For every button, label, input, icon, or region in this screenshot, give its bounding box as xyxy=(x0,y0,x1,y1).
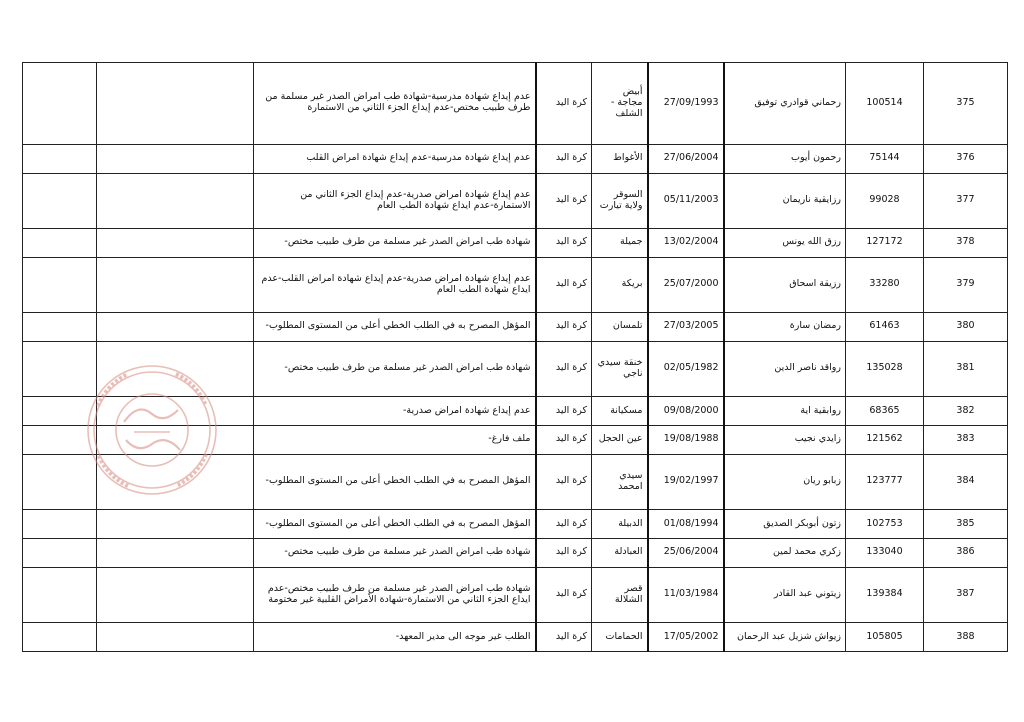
table-row xyxy=(23,228,1008,257)
table-row xyxy=(23,538,1008,567)
candidate-code: 133040 xyxy=(846,538,924,567)
empty-cell xyxy=(97,538,254,567)
row-number: 376 xyxy=(924,144,1008,173)
row-number: 381 xyxy=(924,341,1008,396)
sport-specialty: كرة اليد xyxy=(536,454,592,509)
candidate-code: 123777 xyxy=(846,454,924,509)
row-number: 384 xyxy=(924,454,1008,509)
birth-place: عين الحجل xyxy=(592,425,648,454)
birth-place: قصر الشلالة xyxy=(592,567,648,622)
empty-cell xyxy=(23,312,97,341)
table-row xyxy=(23,257,1008,312)
birth-place: سيدي امحمد xyxy=(592,454,648,509)
rejection-reason: شهادة طب امراض الصدر غير مسلمة من طرف طبيب مختص- xyxy=(254,341,536,396)
empty-cell xyxy=(23,173,97,228)
birth-place: بريكة xyxy=(592,257,648,312)
rejection-reason: عدم إيداع شهادة امراض صدرية-عدم إيداع شهادة امراض القلب-عدم ايداع شهادة الطب العام xyxy=(254,257,536,312)
candidate-code: 121562 xyxy=(846,425,924,454)
row-number: 377 xyxy=(924,173,1008,228)
candidate-name: رزايقية ناريمان xyxy=(724,173,846,228)
row-number: 383 xyxy=(924,425,1008,454)
birth-place: العبادلة xyxy=(592,538,648,567)
birth-place: خنقة سيدي ناجي xyxy=(592,341,648,396)
birth-place: السوقر ولاية تيارت xyxy=(592,173,648,228)
candidate-name: زتون أبوبكر الصديق xyxy=(724,510,846,539)
sport-specialty: كرة اليد xyxy=(536,425,592,454)
birth-date: 17/05/2002 xyxy=(648,623,724,652)
official-stamp xyxy=(84,362,220,498)
candidate-name: رمضان سارة xyxy=(724,312,846,341)
table-body xyxy=(23,63,1008,652)
row-number: 387 xyxy=(924,567,1008,622)
rejection-reason: شهادة طب امراض الصدر غير مسلمة من طرف طبيب مختص- xyxy=(254,538,536,567)
candidate-code: 61463 xyxy=(846,312,924,341)
rejection-reason: المؤهل المصرح به في الطلب الخطي أعلى من المستوى المطلوب- xyxy=(254,510,536,539)
candidate-name: زيتوني عبد القادر xyxy=(724,567,846,622)
sport-specialty: كرة اليد xyxy=(536,510,592,539)
candidate-code: 100514 xyxy=(846,63,924,145)
empty-cell xyxy=(23,228,97,257)
candidate-name: زبابو ريان xyxy=(724,454,846,509)
table-row xyxy=(23,623,1008,652)
birth-date: 02/05/1982 xyxy=(648,341,724,396)
row-number: 379 xyxy=(924,257,1008,312)
empty-cell xyxy=(97,312,254,341)
birth-date: 27/03/2005 xyxy=(648,312,724,341)
rejection-reason: المؤهل المصرح به في الطلب الخطي أعلى من المستوى المطلوب- xyxy=(254,312,536,341)
table-row xyxy=(23,510,1008,539)
birth-place: الحمامات xyxy=(592,623,648,652)
sport-specialty: كرة اليد xyxy=(536,63,592,145)
rejection-reason: عدم إيداع شهادة امراض صدرية-عدم إيداع الجزء الثاني من الاستمارة-عدم ايداع شهادة الطب العام xyxy=(254,173,536,228)
birth-place: أبيض مجاجة - الشلف xyxy=(592,63,648,145)
row-number: 380 xyxy=(924,312,1008,341)
table-row xyxy=(23,312,1008,341)
candidate-name: روابقية اية xyxy=(724,397,846,426)
table-row xyxy=(23,173,1008,228)
table-row xyxy=(23,63,1008,145)
row-number: 378 xyxy=(924,228,1008,257)
empty-cell xyxy=(97,63,254,145)
candidate-name: رحماني قوادري توفيق xyxy=(724,63,846,145)
candidate-name: زايدي نجيب xyxy=(724,425,846,454)
row-number: 385 xyxy=(924,510,1008,539)
sport-specialty: كرة اليد xyxy=(536,144,592,173)
birth-date: 09/08/2000 xyxy=(648,397,724,426)
birth-date: 19/08/1988 xyxy=(648,425,724,454)
sport-specialty: كرة اليد xyxy=(536,257,592,312)
rejection-reason: شهادة طب امراض الصدر غير مسلمة من طرف طبيب مختص-عدم ايداع الجزء الثاني من الاستمارة-شهادة الأمراض القلبية غير مختومة xyxy=(254,567,536,622)
rejection-reason: المؤهل المصرح به في الطلب الخطي أعلى من المستوى المطلوب- xyxy=(254,454,536,509)
sport-specialty: كرة اليد xyxy=(536,567,592,622)
birth-date: 25/07/2000 xyxy=(648,257,724,312)
birth-date: 01/08/1994 xyxy=(648,510,724,539)
empty-cell xyxy=(97,257,254,312)
birth-date: 27/06/2004 xyxy=(648,144,724,173)
rejection-reason: عدم إيداع شهادة مدرسية-عدم إيداع شهادة امراض القلب xyxy=(254,144,536,173)
rejection-reason: ملف فارغ- xyxy=(254,425,536,454)
rejection-reason: عدم إيداع شهادة مدرسية-شهادة طب امراض الصدر غير مسلمة من طرف طبيب مختص-عدم إيداع الجزء الثاني من الاستمارة xyxy=(254,63,536,145)
empty-cell xyxy=(97,567,254,622)
empty-cell xyxy=(23,510,97,539)
candidate-name: رواقد ناصر الدين xyxy=(724,341,846,396)
candidate-code: 139384 xyxy=(846,567,924,622)
birth-place: تلمسان xyxy=(592,312,648,341)
rejection-reason: شهادة طب امراض الصدر غير مسلمة من طرف طبيب مختص- xyxy=(254,228,536,257)
empty-cell xyxy=(23,257,97,312)
rejection-reason: عدم إيداع شهادة امراض صدرية- xyxy=(254,397,536,426)
empty-cell xyxy=(23,63,97,145)
birth-date: 25/06/2004 xyxy=(648,538,724,567)
empty-cell xyxy=(97,623,254,652)
candidate-code: 105805 xyxy=(846,623,924,652)
candidate-code: 75144 xyxy=(846,144,924,173)
sport-specialty: كرة اليد xyxy=(536,538,592,567)
table-row xyxy=(23,144,1008,173)
birth-date: 19/02/1997 xyxy=(648,454,724,509)
birth-place: مسكيانة xyxy=(592,397,648,426)
sport-specialty: كرة اليد xyxy=(536,312,592,341)
empty-cell xyxy=(97,173,254,228)
candidate-code: 99028 xyxy=(846,173,924,228)
table-row xyxy=(23,567,1008,622)
candidate-code: 102753 xyxy=(846,510,924,539)
row-number: 388 xyxy=(924,623,1008,652)
candidate-name: رزق الله يونس xyxy=(724,228,846,257)
rejection-reason: الطلب غير موجه الى مدير المعهد- xyxy=(254,623,536,652)
birth-date: 05/11/2003 xyxy=(648,173,724,228)
candidate-code: 127172 xyxy=(846,228,924,257)
birth-date: 11/03/1984 xyxy=(648,567,724,622)
sport-specialty: كرة اليد xyxy=(536,397,592,426)
candidate-code: 135028 xyxy=(846,341,924,396)
empty-cell xyxy=(97,228,254,257)
empty-cell xyxy=(23,567,97,622)
sport-specialty: كرة اليد xyxy=(536,173,592,228)
birth-date: 27/09/1993 xyxy=(648,63,724,145)
candidate-code: 33280 xyxy=(846,257,924,312)
sport-specialty: كرة اليد xyxy=(536,341,592,396)
candidate-code: 68365 xyxy=(846,397,924,426)
empty-cell xyxy=(97,510,254,539)
empty-cell xyxy=(23,623,97,652)
birth-date: 13/02/2004 xyxy=(648,228,724,257)
candidate-name: زكري محمد لمين xyxy=(724,538,846,567)
candidates-table xyxy=(22,62,1008,652)
sport-specialty: كرة اليد xyxy=(536,623,592,652)
birth-place: جميلة xyxy=(592,228,648,257)
row-number: 382 xyxy=(924,397,1008,426)
candidate-name: رزيقة اسحاق xyxy=(724,257,846,312)
empty-cell xyxy=(23,144,97,173)
empty-cell xyxy=(97,144,254,173)
empty-cell xyxy=(23,538,97,567)
sport-specialty: كرة اليد xyxy=(536,228,592,257)
row-number: 375 xyxy=(924,63,1008,145)
candidate-name: رحمون أيوب xyxy=(724,144,846,173)
row-number: 386 xyxy=(924,538,1008,567)
birth-place: الأغواط xyxy=(592,144,648,173)
birth-place: الدبيلة xyxy=(592,510,648,539)
candidate-name: زيواش شزيل عبد الرحمان xyxy=(724,623,846,652)
